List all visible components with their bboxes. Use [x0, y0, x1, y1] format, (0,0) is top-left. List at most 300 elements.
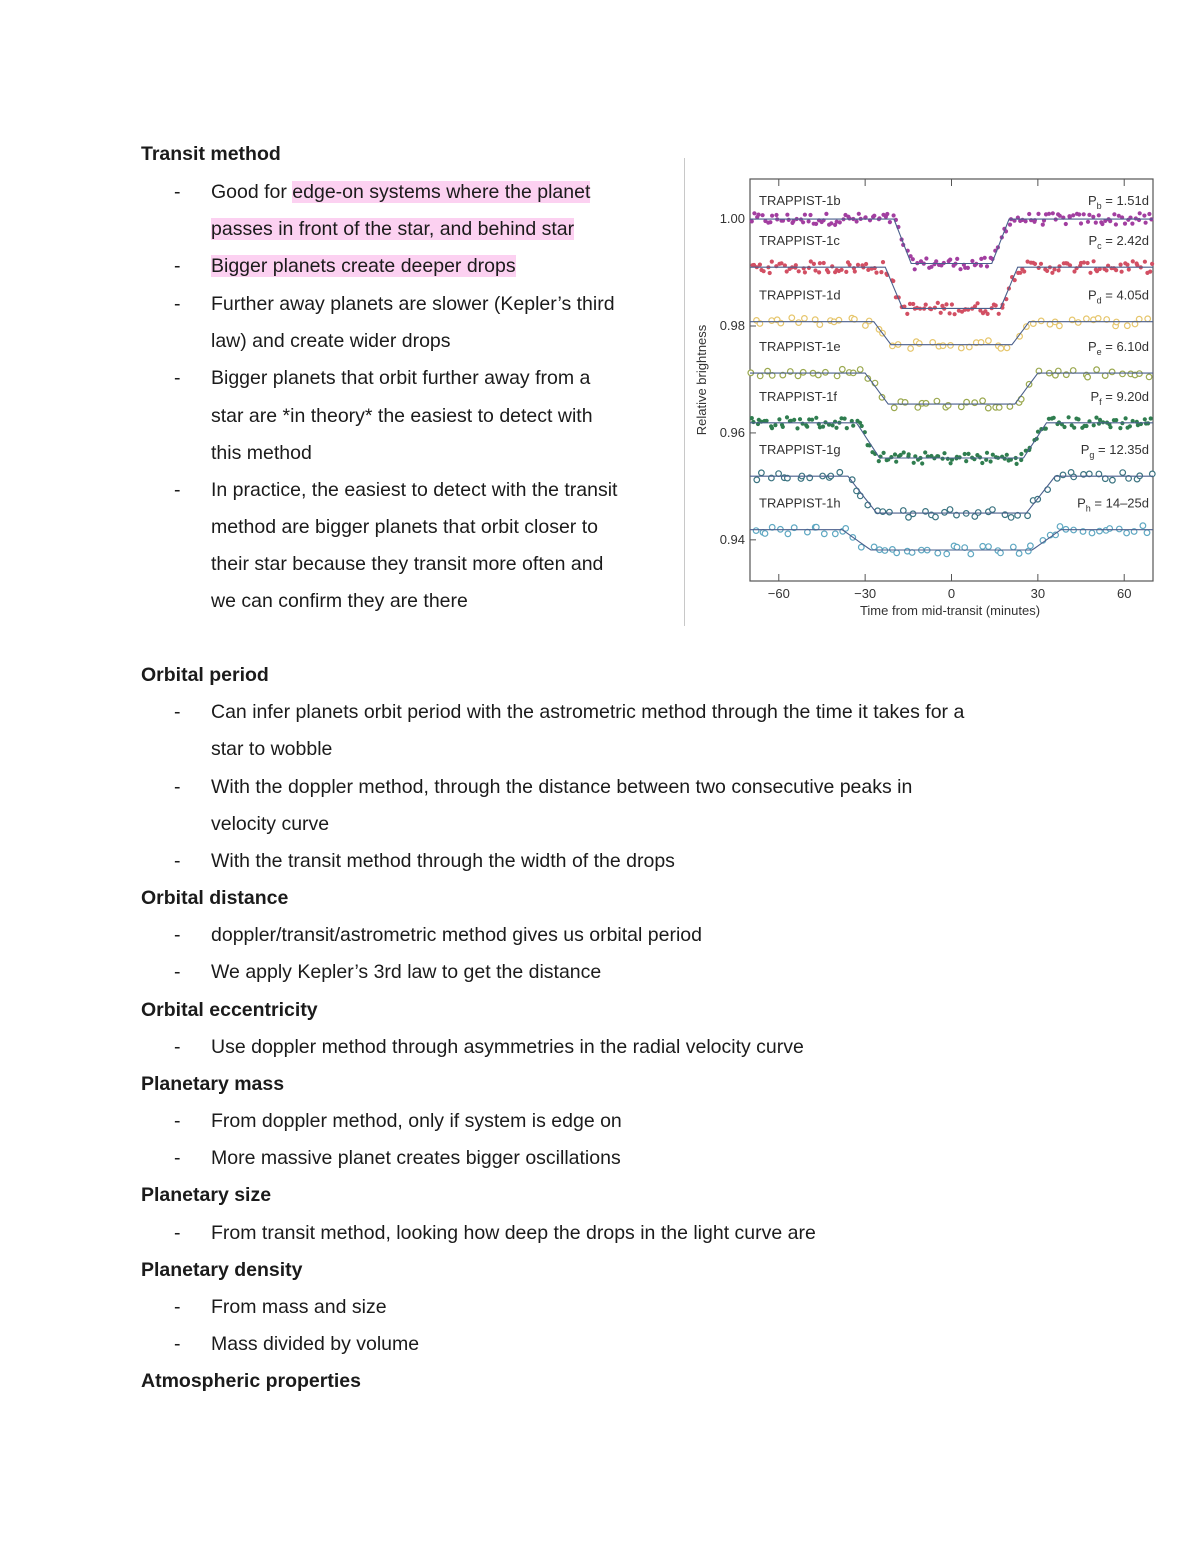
data-point — [758, 263, 762, 267]
data-point — [1143, 260, 1147, 264]
data-point — [948, 258, 952, 262]
data-point — [822, 531, 828, 537]
data-point — [980, 461, 984, 465]
data-point — [944, 551, 950, 557]
series-label: TRAPPIST-1h — [759, 495, 841, 511]
data-point — [873, 266, 877, 270]
data-point — [1145, 316, 1151, 322]
data-point — [980, 544, 986, 550]
data-point — [1109, 369, 1115, 375]
data-point — [1114, 268, 1118, 272]
data-point — [770, 260, 774, 264]
data-point — [818, 261, 822, 265]
bullet-text: Use doppler method through asymmetries in the radial velocity curve — [211, 1036, 804, 1058]
data-point — [1092, 423, 1096, 427]
data-point — [759, 470, 765, 476]
data-point — [892, 213, 896, 217]
data-point — [905, 312, 909, 316]
data-point — [924, 256, 928, 260]
data-point — [1147, 212, 1151, 216]
data-point — [1146, 421, 1150, 425]
period-label: $P_e = 6.10d$ — [1087, 339, 1149, 358]
data-point — [785, 531, 791, 537]
heading-transit-method: Transit method — [141, 143, 281, 165]
data-point — [1142, 214, 1146, 218]
data-point — [864, 262, 868, 266]
data-point — [769, 318, 775, 324]
heading-planetary-density: Planetary density — [141, 1259, 303, 1281]
data-point — [848, 263, 852, 267]
data-point — [1076, 417, 1080, 421]
data-point — [1047, 212, 1051, 216]
data-point — [959, 345, 965, 351]
data-point — [912, 461, 916, 465]
data-point — [777, 417, 781, 421]
data-point — [968, 551, 974, 557]
data-point — [837, 470, 843, 476]
data-point — [761, 213, 765, 217]
data-point — [789, 315, 795, 321]
data-point — [757, 373, 763, 379]
data-point — [817, 270, 821, 274]
data-point — [972, 400, 978, 406]
data-point — [781, 425, 785, 429]
data-point — [1019, 452, 1023, 456]
data-point — [1097, 422, 1101, 426]
data-point — [1075, 320, 1081, 326]
heading-orbital-distance: Orbital distance — [141, 887, 289, 909]
bullet-dash: - — [174, 1036, 181, 1058]
data-point — [939, 311, 943, 315]
data-point — [1097, 528, 1103, 534]
bullet-text — [211, 181, 590, 203]
data-point — [935, 550, 941, 556]
data-point — [1100, 222, 1104, 226]
data-point — [1018, 271, 1022, 275]
data-point — [1027, 212, 1031, 216]
data-point — [1057, 524, 1063, 530]
data-point — [998, 550, 1004, 556]
data-point — [902, 450, 906, 454]
data-point — [1084, 316, 1090, 322]
data-point — [1137, 218, 1141, 222]
data-point — [1052, 416, 1056, 420]
data-point — [1037, 266, 1041, 270]
data-point — [851, 424, 855, 428]
data-point — [756, 213, 760, 217]
data-point — [1117, 526, 1123, 532]
data-point — [785, 415, 789, 419]
data-point — [801, 220, 805, 224]
data-point — [881, 260, 885, 264]
data-point — [950, 302, 954, 306]
bullet-text-continued: method are bigger planets that orbit closer to — [211, 516, 598, 538]
data-point — [1148, 270, 1152, 274]
data-point — [874, 271, 878, 275]
data-point — [866, 318, 872, 324]
bullet-dash: - — [174, 1333, 181, 1355]
period-label: $P_f = 9.20d$ — [1090, 388, 1149, 407]
x-tick-label: −60 — [767, 586, 790, 601]
data-point — [1038, 318, 1044, 324]
data-point — [1004, 345, 1010, 351]
data-point — [990, 507, 996, 513]
data-point — [948, 311, 952, 315]
data-point — [822, 261, 826, 265]
data-point — [821, 425, 825, 429]
bullet-text-continued: we can confirm they are there — [211, 590, 468, 612]
data-point — [750, 219, 754, 223]
data-point — [917, 341, 923, 347]
bullet-text — [211, 255, 516, 277]
bullet-dash: - — [174, 293, 181, 315]
data-point — [826, 270, 830, 274]
y-tick-label: 1.00 — [719, 211, 745, 227]
data-point — [1124, 416, 1128, 420]
data-point — [949, 461, 953, 465]
data-point — [975, 510, 981, 516]
data-point — [840, 268, 844, 272]
y-tick-label: 0.96 — [719, 424, 745, 440]
data-point — [1079, 221, 1083, 225]
y-axis-label: Relative brightness — [694, 324, 709, 436]
data-point — [980, 398, 986, 404]
data-point — [946, 457, 950, 461]
data-point — [1036, 212, 1040, 216]
data-point — [891, 405, 897, 411]
data-point — [1003, 457, 1007, 461]
highlighted-text: Bigger planets create deeper drops — [211, 255, 516, 277]
data-point — [1112, 212, 1116, 216]
bullet-text-part: Good for — [211, 181, 293, 203]
data-point — [817, 322, 823, 328]
data-point — [955, 257, 959, 261]
data-point — [872, 214, 876, 218]
data-point — [970, 259, 974, 263]
data-point — [879, 270, 883, 274]
data-point — [889, 455, 893, 459]
data-point — [807, 266, 811, 270]
series-label: TRAPPIST-1f — [759, 388, 838, 404]
data-point — [831, 423, 835, 427]
data-point — [762, 531, 768, 537]
data-point — [798, 417, 802, 421]
data-point — [810, 418, 814, 422]
data-point — [778, 320, 784, 326]
data-point — [1084, 424, 1088, 428]
highlighted-text: edge-on systems where the planet — [292, 181, 591, 203]
data-point — [803, 213, 807, 217]
data-point — [1024, 219, 1028, 223]
data-point — [1008, 223, 1012, 227]
data-point — [954, 544, 960, 550]
data-point — [1086, 261, 1090, 265]
data-point — [942, 451, 946, 455]
data-point — [941, 457, 945, 461]
data-point — [1025, 513, 1031, 519]
data-point — [871, 544, 877, 550]
data-point — [1110, 477, 1116, 483]
data-point — [1088, 271, 1092, 275]
bullet-dash: - — [174, 1147, 181, 1169]
data-point — [795, 426, 799, 430]
bullet-dash: - — [174, 961, 181, 983]
bullet-dash: - — [174, 1222, 181, 1244]
data-point — [855, 219, 859, 223]
bullet-text: From transit method, looking how deep the drops in the light curve are — [211, 1222, 816, 1244]
data-point — [934, 398, 940, 404]
data-point — [1039, 262, 1043, 266]
data-point — [933, 306, 937, 310]
heading-planetary-mass: Planetary mass — [141, 1073, 285, 1095]
data-point — [843, 417, 847, 421]
data-point — [947, 507, 953, 513]
data-point — [1123, 222, 1127, 226]
bullet-text: With the doppler method, through the distance between two consecutive peaks in — [211, 776, 913, 798]
data-point — [1089, 530, 1095, 536]
data-point — [964, 459, 968, 463]
data-point — [1144, 221, 1148, 225]
data-point — [845, 426, 849, 430]
data-point — [1120, 371, 1126, 377]
bullet-dash: - — [174, 1296, 181, 1318]
period-label: $P_g = 12.35d$ — [1080, 442, 1149, 461]
bullet-dash: - — [174, 776, 181, 798]
period-label: $P_b = 1.51d$ — [1087, 193, 1149, 212]
bullet-dash: - — [174, 255, 181, 277]
data-point — [1143, 417, 1147, 421]
data-point — [923, 450, 927, 454]
data-point — [1104, 268, 1108, 272]
data-point — [1033, 262, 1037, 266]
data-point — [1085, 374, 1091, 380]
data-point — [983, 256, 987, 260]
bullet-text: From doppler method, only if system is edge on — [211, 1110, 622, 1132]
data-point — [770, 426, 774, 430]
x-tick-label: 0 — [947, 586, 956, 601]
data-point — [829, 221, 833, 225]
heading-atmospheric-properties: Atmospheric properties — [141, 1370, 361, 1392]
bullet-text: With the transit method through the width of the drops — [211, 850, 675, 872]
data-point — [774, 213, 778, 217]
bullet-dash: - — [174, 1110, 181, 1132]
data-point — [1064, 222, 1068, 226]
data-point — [986, 544, 992, 550]
data-point — [923, 401, 929, 407]
data-point — [823, 370, 829, 376]
data-point — [913, 267, 917, 271]
data-point — [1016, 551, 1022, 557]
data-point — [1008, 515, 1014, 521]
bullet-dash: - — [174, 701, 181, 723]
x-tick-label: 30 — [1030, 586, 1046, 601]
data-point — [940, 343, 946, 349]
data-point — [753, 528, 759, 534]
transit-light-curve-chart — [690, 160, 1185, 630]
data-point — [785, 213, 789, 217]
data-point — [1131, 259, 1135, 263]
data-point — [808, 213, 812, 217]
data-point — [877, 459, 881, 463]
data-point — [801, 422, 805, 426]
x-axis-label: Time from mid-transit (minutes) — [859, 603, 1041, 618]
bullet-text: doppler/transit/astrometric method gives us orbital period — [211, 924, 702, 946]
data-point — [936, 301, 940, 305]
heading-orbital-eccentricity: Orbital eccentricity — [141, 999, 318, 1021]
data-point — [911, 302, 915, 306]
data-point — [994, 303, 998, 307]
data-point — [1144, 530, 1150, 536]
bullet-text: Can infer planets orbit period with the astrometric method through the time it takes for a — [211, 701, 965, 723]
period-label: $P_h = 14-25d$ — [1077, 495, 1149, 514]
data-point — [1092, 259, 1096, 263]
data-point — [877, 216, 881, 220]
data-point — [787, 218, 791, 222]
data-point — [805, 425, 809, 429]
data-point — [853, 269, 857, 273]
data-point — [966, 452, 970, 456]
data-point — [1072, 426, 1076, 430]
period-label: $P_d = 4.05d$ — [1087, 287, 1149, 306]
data-point — [997, 312, 1001, 316]
data-point — [986, 405, 992, 411]
data-point — [933, 514, 939, 520]
data-point — [953, 312, 957, 316]
data-point — [1087, 213, 1091, 217]
data-point — [800, 370, 806, 376]
data-point — [963, 452, 967, 456]
data-point — [910, 511, 916, 517]
bullet-text-continued: law) and create wider drops — [211, 330, 451, 352]
data-point — [989, 459, 993, 463]
data-point — [924, 303, 928, 307]
data-point — [1120, 470, 1126, 476]
data-point — [1091, 215, 1095, 219]
data-point — [1044, 427, 1048, 431]
data-point — [893, 452, 897, 456]
data-point — [978, 455, 982, 459]
data-point — [958, 267, 962, 271]
data-point — [948, 343, 954, 349]
column-divider — [684, 158, 685, 626]
data-point — [1130, 222, 1134, 226]
data-point — [885, 212, 889, 216]
data-point — [751, 420, 755, 424]
data-point — [888, 220, 892, 224]
data-point — [929, 307, 933, 311]
data-point — [1114, 418, 1118, 422]
data-point — [1095, 316, 1101, 322]
data-point — [976, 301, 980, 305]
bullet-text: We apply Kepler’s 3rd law to get the distance — [211, 961, 602, 983]
series-label: TRAPPIST-1g — [759, 442, 841, 458]
y-tick-label: 0.94 — [719, 531, 745, 547]
bullet-text-continued: star are *in theory* the easiest to detect with — [211, 405, 593, 427]
bullet-text-continued: star to wobble — [211, 738, 333, 760]
y-tick-label: 0.98 — [719, 318, 745, 334]
data-point — [814, 416, 818, 420]
data-point — [1124, 530, 1130, 536]
data-point — [796, 320, 802, 326]
data-point — [750, 416, 754, 420]
data-point — [996, 405, 1002, 411]
data-point — [934, 259, 938, 263]
data-point — [1150, 262, 1154, 266]
data-point — [894, 550, 900, 556]
bullet-text-continued: velocity curve — [211, 813, 330, 835]
bullet-text-continued: their star because they transit more often and — [211, 553, 604, 575]
bullet-text: Mass divided by volume — [211, 1333, 420, 1355]
data-point — [1082, 260, 1086, 264]
data-point — [986, 312, 990, 316]
data-point — [944, 302, 948, 306]
data-point — [911, 257, 915, 261]
data-point — [1140, 523, 1146, 529]
data-point — [1097, 213, 1101, 217]
data-point — [1149, 416, 1153, 420]
data-point — [942, 510, 948, 516]
data-point — [894, 460, 898, 464]
data-point — [920, 461, 924, 465]
data-point — [1082, 212, 1086, 216]
data-point — [833, 531, 839, 537]
data-point — [1057, 323, 1063, 329]
bullet-text: Further away planets are slower (Kepler’s third — [211, 293, 615, 315]
data-point — [986, 338, 992, 344]
data-point — [1071, 213, 1075, 217]
data-point — [834, 373, 840, 379]
data-point — [1114, 222, 1118, 226]
data-point — [1127, 267, 1131, 271]
data-point — [908, 346, 914, 352]
data-point — [979, 264, 983, 268]
bullet-text: More massive planet creates bigger oscillations — [211, 1147, 621, 1169]
series-label: TRAPPIST-1c — [759, 233, 840, 249]
data-point — [768, 271, 772, 275]
data-point — [840, 367, 846, 373]
data-point — [830, 264, 834, 268]
data-point — [998, 346, 1004, 352]
data-point — [812, 262, 816, 266]
data-point — [803, 270, 807, 274]
data-point — [887, 509, 893, 515]
data-point — [802, 316, 808, 322]
bullet-text: From mass and size — [211, 1296, 387, 1318]
data-point — [834, 426, 838, 430]
data-point — [1041, 223, 1045, 227]
period-label: $P_c = 2.42d$ — [1088, 233, 1149, 252]
bullet-text-continued: this method — [211, 442, 312, 464]
data-point — [1045, 269, 1049, 273]
data-point — [1119, 263, 1123, 267]
data-point — [856, 263, 860, 267]
bullet-dash: - — [174, 924, 181, 946]
data-point — [1125, 323, 1131, 329]
data-point — [768, 220, 772, 224]
heading-orbital-period: Orbital period — [141, 664, 269, 686]
data-point — [1138, 211, 1142, 215]
data-point — [813, 268, 817, 272]
data-point — [1107, 526, 1113, 532]
data-point — [985, 264, 989, 268]
data-point — [1086, 220, 1090, 224]
data-point — [985, 451, 989, 455]
data-point — [1125, 263, 1129, 267]
data-point — [1094, 416, 1098, 420]
data-point — [1060, 472, 1066, 478]
data-point — [773, 423, 777, 427]
bullet-text-continued — [211, 218, 574, 240]
